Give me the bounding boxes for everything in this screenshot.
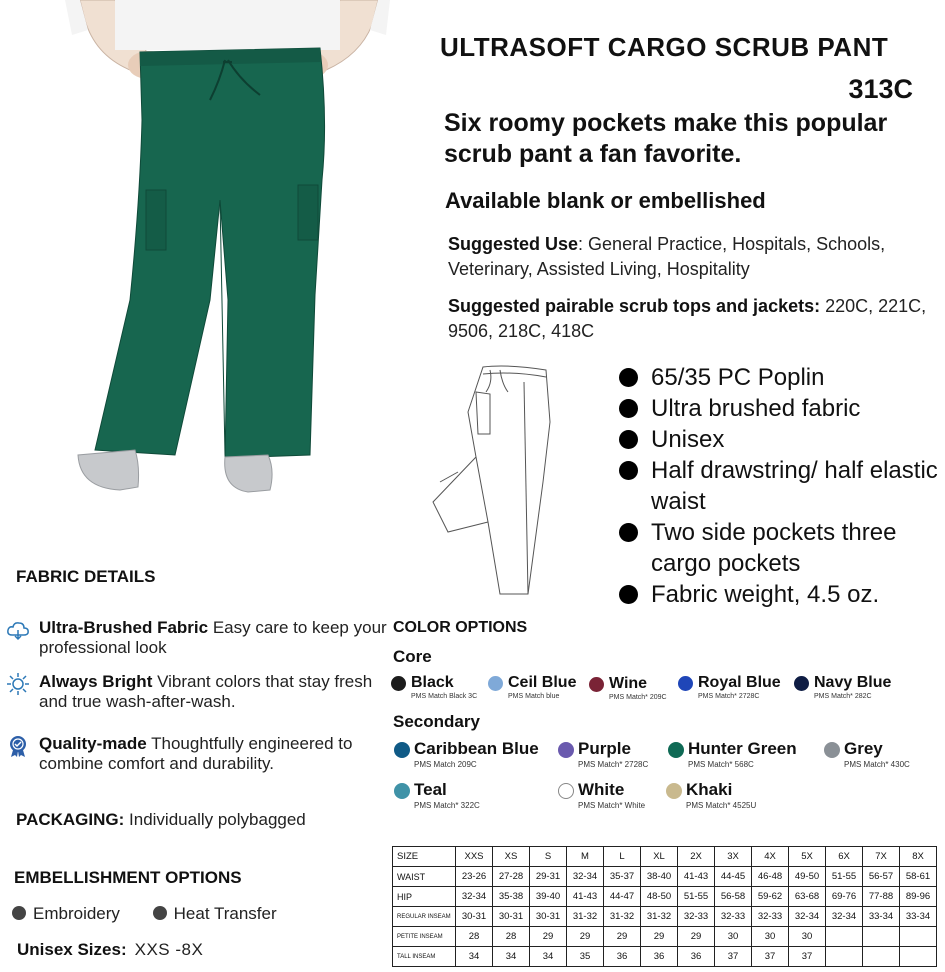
table-cell: 34 bbox=[456, 947, 493, 967]
column-header: 6X bbox=[826, 847, 863, 867]
embellishment-heading: EMBELLISHMENT OPTIONS bbox=[14, 868, 242, 887]
table-row bbox=[393, 927, 937, 947]
suggested-use bbox=[448, 232, 918, 282]
availability: Available blank or embellished bbox=[445, 188, 766, 213]
table-cell: 38-40 bbox=[641, 867, 678, 887]
table-cell: 58-61 bbox=[900, 867, 937, 887]
table-cell bbox=[826, 927, 863, 947]
column-header: 3X bbox=[715, 847, 752, 867]
table-cell: 29 bbox=[530, 927, 567, 947]
row-label: WAIST bbox=[393, 867, 456, 887]
table-cell: 32-34 bbox=[826, 907, 863, 927]
table-cell: 32-34 bbox=[456, 887, 493, 907]
table-cell: 36 bbox=[678, 947, 715, 967]
table-cell: 29 bbox=[678, 927, 715, 947]
swatch-dot bbox=[794, 676, 809, 691]
table-cell: 30-31 bbox=[530, 907, 567, 927]
table-cell: 30 bbox=[715, 927, 752, 947]
pairable-label: Suggested pairable scrub tops and jackets: bbox=[448, 296, 821, 316]
sizes-label: Unisex Sizes: bbox=[17, 940, 127, 959]
bullet-icon bbox=[153, 906, 167, 920]
pant-line-drawing bbox=[428, 362, 553, 598]
table-cell: 39-40 bbox=[530, 887, 567, 907]
size-chart-header-row bbox=[393, 847, 937, 867]
column-header: XL bbox=[641, 847, 678, 867]
feature-item: 65/35 PC Poplin bbox=[618, 362, 938, 393]
column-header: M bbox=[567, 847, 604, 867]
table-cell bbox=[900, 947, 937, 967]
table-cell: 30 bbox=[752, 927, 789, 947]
table-cell: 56-58 bbox=[715, 887, 752, 907]
table-cell bbox=[863, 927, 900, 947]
swatch-dot bbox=[668, 742, 684, 758]
bullet-icon bbox=[619, 585, 638, 604]
table-cell: 44-45 bbox=[715, 867, 752, 887]
product-title: ULTRASOFT CARGO SCRUB PANT bbox=[440, 32, 889, 62]
style-code: 313C bbox=[848, 74, 913, 104]
suggested-use-value: : General Practice, Hospitals, Schools, Veterinary, Assisted Living, Hospitality bbox=[448, 234, 886, 279]
table-cell: 30-31 bbox=[493, 907, 530, 927]
packaging bbox=[16, 810, 306, 830]
column-header: 4X bbox=[752, 847, 789, 867]
table-cell: 48-50 bbox=[641, 887, 678, 907]
column-header: SIZE bbox=[393, 847, 456, 867]
table-cell: 49-50 bbox=[789, 867, 826, 887]
fabric-detail-item: Ultra-Brushed Fabric Easy care to keep your professional look bbox=[6, 618, 386, 662]
table-cell: 28 bbox=[456, 927, 493, 947]
bullet-icon bbox=[619, 523, 638, 542]
column-header: S bbox=[530, 847, 567, 867]
sun-icon bbox=[6, 672, 30, 696]
feature-item: Ultra brushed fabric bbox=[618, 393, 938, 424]
table-cell: 23-26 bbox=[456, 867, 493, 887]
unisex-sizes bbox=[17, 940, 203, 960]
table-cell: 41-43 bbox=[678, 867, 715, 887]
column-header: 7X bbox=[863, 847, 900, 867]
swatch-dot bbox=[678, 676, 693, 691]
column-header: 2X bbox=[678, 847, 715, 867]
table-cell: 31-32 bbox=[604, 907, 641, 927]
swatch-dot bbox=[558, 783, 574, 799]
suggested-use-label: Suggested Use bbox=[448, 234, 579, 254]
column-header: 5X bbox=[789, 847, 826, 867]
table-cell: 31-32 bbox=[641, 907, 678, 927]
column-header: L bbox=[604, 847, 641, 867]
packaging-label: PACKAGING: bbox=[16, 810, 125, 829]
table-cell: 32-33 bbox=[715, 907, 752, 927]
table-cell: 35-38 bbox=[493, 887, 530, 907]
table-cell: 59-62 bbox=[752, 887, 789, 907]
bullet-icon bbox=[12, 906, 26, 920]
table-cell: 37 bbox=[789, 947, 826, 967]
swatch-dot bbox=[666, 783, 682, 799]
row-label: PETITE INSEAM bbox=[393, 927, 456, 947]
bullet-icon bbox=[619, 368, 638, 387]
embellishment-option: Embroidery bbox=[12, 904, 120, 923]
tagline: Six roomy pockets make this popular scrub pant a fan favorite. bbox=[444, 109, 888, 168]
table-cell: 27-28 bbox=[493, 867, 530, 887]
column-header: XS bbox=[493, 847, 530, 867]
pairable-tops bbox=[448, 294, 945, 344]
table-cell: 32-34 bbox=[567, 867, 604, 887]
feature-list bbox=[618, 362, 938, 610]
table-cell: 29 bbox=[641, 927, 678, 947]
table-cell: 29 bbox=[604, 927, 641, 947]
table-cell: 35 bbox=[567, 947, 604, 967]
table-cell: 63-68 bbox=[789, 887, 826, 907]
secondary-colors-heading: Secondary bbox=[393, 712, 480, 731]
fabric-details-heading: FABRIC DETAILS bbox=[16, 567, 156, 586]
table-cell bbox=[863, 947, 900, 967]
table-cell: 32-34 bbox=[789, 907, 826, 927]
table-row bbox=[393, 947, 937, 967]
table-cell: 34 bbox=[493, 947, 530, 967]
table-cell: 36 bbox=[604, 947, 641, 967]
packaging-value: Individually polybagged bbox=[124, 810, 306, 829]
table-cell: 29 bbox=[567, 927, 604, 947]
table-cell: 34 bbox=[530, 947, 567, 967]
column-header: 8X bbox=[900, 847, 937, 867]
swatch-dot bbox=[394, 783, 410, 799]
fabric-detail-item: Always Bright Vibrant colors that stay fresh and true wash-after-wash. bbox=[6, 672, 386, 716]
bullet-icon bbox=[619, 430, 638, 449]
swatch-dot bbox=[488, 676, 503, 691]
bullet-icon bbox=[619, 461, 638, 480]
embellishment-options bbox=[12, 904, 305, 924]
table-cell: 31-32 bbox=[567, 907, 604, 927]
table-cell: 37 bbox=[752, 947, 789, 967]
badge-icon bbox=[6, 734, 30, 758]
table-cell: 30-31 bbox=[456, 907, 493, 927]
table-cell: 33-34 bbox=[863, 907, 900, 927]
table-cell bbox=[826, 947, 863, 967]
table-cell: 41-43 bbox=[567, 887, 604, 907]
table-row bbox=[393, 887, 937, 907]
table-cell: 32-33 bbox=[678, 907, 715, 927]
size-chart bbox=[392, 846, 937, 967]
table-cell: 33-34 bbox=[900, 907, 937, 927]
table-cell: 51-55 bbox=[826, 867, 863, 887]
swatch-dot bbox=[558, 742, 574, 758]
table-cell: 30 bbox=[789, 927, 826, 947]
table-cell: 28 bbox=[493, 927, 530, 947]
table-cell: 89-96 bbox=[900, 887, 937, 907]
row-label: TALL INSEAM bbox=[393, 947, 456, 967]
feature-item: Two side pockets three cargo pockets bbox=[618, 517, 938, 579]
swatch-dot bbox=[589, 677, 604, 692]
table-cell: 29-31 bbox=[530, 867, 567, 887]
feature-item: Half drawstring/ half elastic waist bbox=[618, 455, 938, 517]
embellishment-option: Heat Transfer bbox=[153, 904, 277, 923]
table-cell: 37 bbox=[715, 947, 752, 967]
table-cell: 35-37 bbox=[604, 867, 641, 887]
table-cell: 51-55 bbox=[678, 887, 715, 907]
sizes-value: XXS -8X bbox=[134, 940, 204, 959]
pairable-value: 220C, 221C, 9506, 218C, 418C bbox=[448, 296, 927, 341]
cloud-icon bbox=[6, 618, 30, 642]
row-label: REGULAR INSEAM bbox=[393, 907, 456, 927]
color-options-heading: COLOR OPTIONS bbox=[393, 619, 528, 636]
table-cell: 77-88 bbox=[863, 887, 900, 907]
table-cell: 69-76 bbox=[826, 887, 863, 907]
table-row bbox=[393, 907, 937, 927]
product-photo bbox=[60, 0, 390, 500]
feature-item: Unisex bbox=[618, 424, 938, 455]
row-label: HIP bbox=[393, 887, 456, 907]
table-cell: 36 bbox=[641, 947, 678, 967]
swatch-dot bbox=[394, 742, 410, 758]
table-row bbox=[393, 867, 937, 887]
bullet-icon bbox=[619, 399, 638, 418]
swatch-dot bbox=[824, 742, 840, 758]
table-cell: 32-33 bbox=[752, 907, 789, 927]
table-cell: 46-48 bbox=[752, 867, 789, 887]
core-colors-heading: Core bbox=[393, 647, 432, 666]
column-header: XXS bbox=[456, 847, 493, 867]
table-cell: 44-47 bbox=[604, 887, 641, 907]
table-cell bbox=[900, 927, 937, 947]
table-cell: 56-57 bbox=[863, 867, 900, 887]
feature-item: Fabric weight, 4.5 oz. bbox=[618, 579, 938, 610]
swatch-dot bbox=[391, 676, 406, 691]
fabric-detail-item: Quality-made Thoughtfully engineered to combine comfort and durability. bbox=[6, 734, 386, 778]
